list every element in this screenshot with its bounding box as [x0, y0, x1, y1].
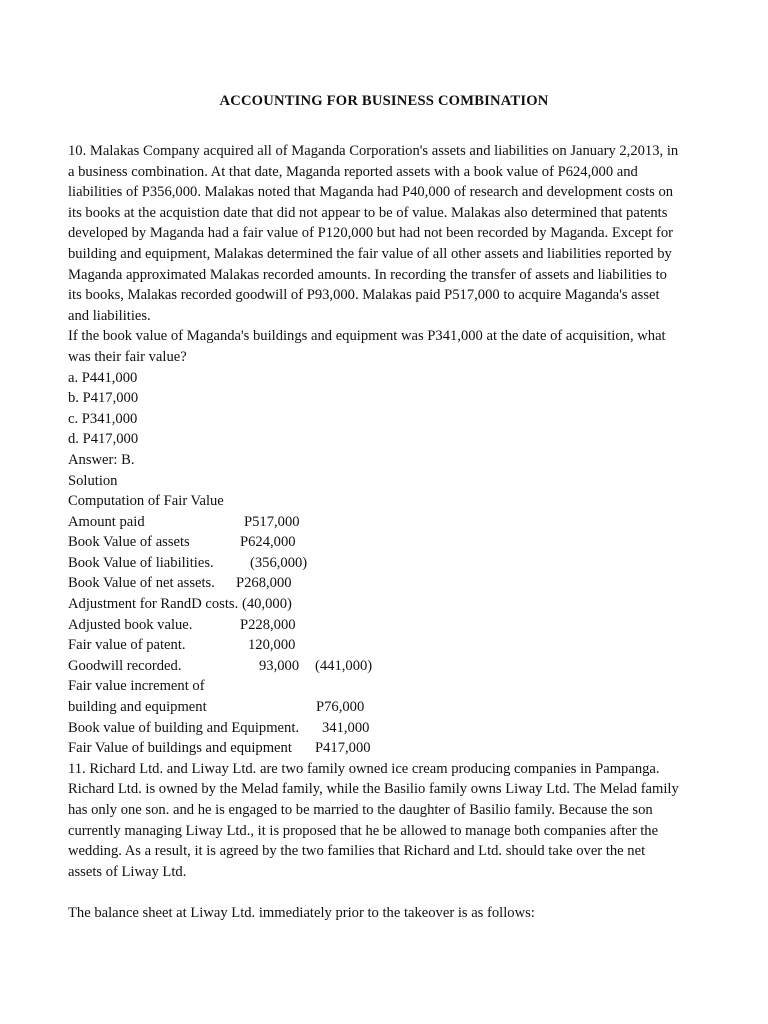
- balance-sheet-intro: The balance sheet at Liway Ltd. immediately prior to the takeover is as follows:: [68, 904, 535, 921]
- computation-row: [68, 738, 708, 759]
- q10-line: its books at the acquistion date that did not appear to be of value. Malakas also determined that patents: [68, 204, 668, 221]
- document-body: [68, 141, 708, 924]
- answer: Answer: B.: [68, 451, 135, 468]
- computation-row: [68, 594, 708, 615]
- row-label: Book Value of liabilities.: [68, 554, 214, 571]
- q10-line: developed by Maganda had a fair value of P120,000 but had not been recorded by Maganda. Except for: [68, 225, 674, 242]
- computation-row: [68, 656, 708, 677]
- paragraph-gap: [68, 882, 708, 903]
- choice-c: c. P341,000: [68, 410, 138, 427]
- q10-question: was their fair value?: [68, 348, 187, 365]
- computation-title: Computation of Fair Value: [68, 493, 224, 510]
- row-label: Adjusted book value.: [68, 616, 193, 633]
- choice-d: d. P417,000: [68, 431, 139, 448]
- q10-line: Maganda approximated Malakas recorded amounts. In recording the transfer of assets and liabilities to: [68, 266, 667, 283]
- q11-line: has only one son. and he is engaged to be married to the daughter of Basilio family. Because the son: [68, 802, 653, 818]
- row-total: (441,000): [315, 657, 373, 674]
- solution-label: Solution: [68, 472, 118, 489]
- computation-row: [68, 676, 708, 697]
- row-total: 341,000: [322, 719, 370, 736]
- row-total: P417,000: [315, 740, 371, 757]
- q11-line: Richard Ltd. is owned by the Melad family, while the Basilio family owns Liway Ltd. The Melad family: [68, 781, 679, 798]
- computation-row: [68, 512, 708, 533]
- row-label: Book Value of net assets.: [68, 575, 215, 592]
- computation-row: [68, 635, 708, 656]
- computation-row: [68, 532, 708, 553]
- row-total: P76,000: [316, 699, 365, 716]
- row-value: P624,000: [240, 534, 296, 551]
- computation-row: [68, 553, 708, 574]
- q11-line: assets of Liway Ltd.: [68, 863, 187, 880]
- row-label: Book Value of assets: [68, 534, 190, 551]
- q11-line: wedding. As a result, it is agreed by the two families that Richard and Ltd. should take over the net: [68, 843, 646, 860]
- row-value: P268,000: [236, 575, 292, 592]
- page-title: ACCOUNTING FOR BUSINESS COMBINATION: [219, 93, 549, 109]
- choice-b: b. P417,000: [68, 390, 139, 407]
- computation-row: [68, 718, 708, 739]
- choice-a: a. P441,000: [68, 369, 138, 386]
- row-label: Adjustment for RandD costs.: [68, 596, 239, 613]
- q11-line: 11. Richard Ltd. and Liway Ltd. are two family owned ice cream producing companies in Pampanga.: [68, 760, 660, 777]
- q10-line: liabilities of P356,000. Malakas noted that Maganda had P40,000 of research and development costs on: [68, 184, 674, 201]
- row-label: Book value of building and Equipment.: [68, 719, 300, 736]
- q10-line: building and equipment, Malakas determined the fair value of all other assets and liabilities reported by: [68, 245, 672, 262]
- row-value: (40,000): [242, 596, 292, 613]
- q11-line: currently managing Liway Ltd., it is proposed that he be allowed to manage both companies after the: [68, 822, 659, 839]
- q10-line: and liabilities.: [68, 307, 151, 324]
- row-value: 120,000: [248, 637, 296, 654]
- row-label: Fair value of patent.: [68, 637, 186, 654]
- q10-line: 10. Malakas Company acquired all of Maganda Corporation's assets and liabilities on January 2,2013, in: [68, 143, 679, 159]
- row-label: building and equipment: [68, 699, 207, 716]
- row-label: Amount paid: [68, 513, 145, 530]
- row-label: Goodwill recorded.: [68, 657, 182, 674]
- q10-line: a business combination. At that date, Maganda reported assets with a book value of P624,000 and: [68, 163, 638, 180]
- row-value: P517,000: [244, 513, 300, 530]
- row-value: (356,000): [250, 554, 308, 571]
- row-label: Fair value increment of: [68, 678, 205, 695]
- row-label: Fair Value of buildings and equipment: [68, 740, 292, 757]
- computation-row: [68, 697, 708, 718]
- q10-line: its books, Malakas recorded goodwill of P93,000. Malakas paid P517,000 to acquire Maganda's asset: [68, 287, 660, 304]
- q10-question: If the book value of Maganda's buildings and equipment was P341,000 at the date of acquisition, what: [68, 328, 666, 345]
- computation-row: [68, 615, 708, 636]
- computation-row: [68, 573, 708, 594]
- row-value: 93,000: [259, 657, 300, 674]
- row-value: P228,000: [240, 616, 296, 633]
